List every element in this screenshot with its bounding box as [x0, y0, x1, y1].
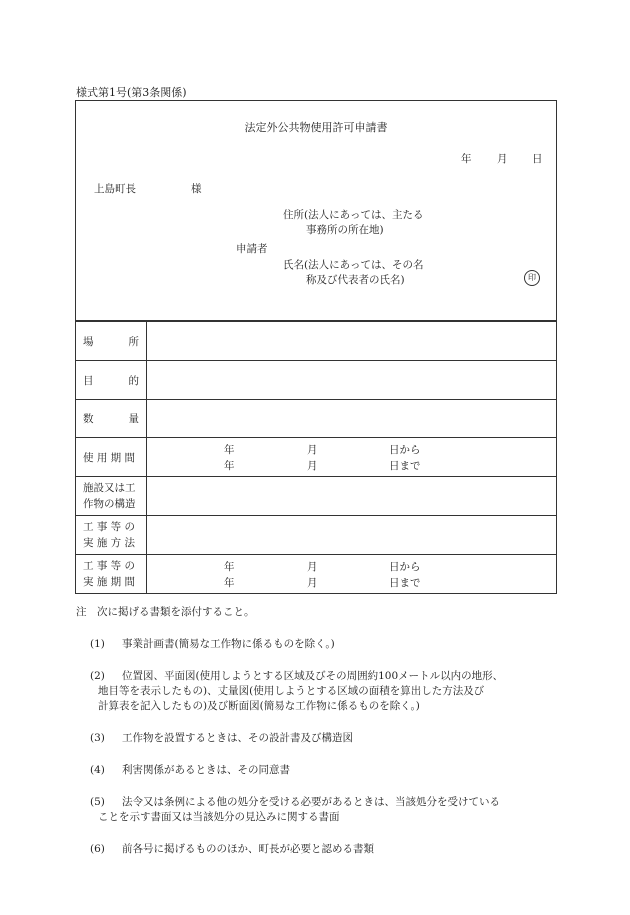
- addressee-honorific: 様: [191, 183, 202, 195]
- note-number: (1): [90, 638, 105, 650]
- place-field[interactable]: [147, 322, 557, 361]
- date-day: 日: [532, 153, 543, 165]
- note-text: 位置図、平面図(使用しようとする区域及びその周囲約100メートル以内の地形、: [122, 670, 504, 682]
- note-item: [76, 731, 556, 746]
- note-item: [76, 842, 556, 857]
- method-label: 工 事 等 の 実 施 方 法: [76, 516, 147, 555]
- application-header-box: [75, 100, 557, 321]
- row-structure: [76, 477, 557, 516]
- application-details-table: [75, 321, 557, 594]
- date-year: 年: [461, 153, 472, 165]
- row-method: [76, 516, 557, 555]
- note-text-continuation: 地目等を表示したもの)、丈量図(使用しようとする区域の面積を算出した方法及び: [98, 685, 485, 697]
- form-number-label: 様式第1号(第3条関係): [76, 86, 187, 99]
- note-item: [76, 637, 556, 652]
- note-text: 利害関係があるときは、その同意書: [122, 764, 290, 776]
- note-item: [76, 669, 556, 714]
- seal-mark: 印: [524, 270, 540, 286]
- note-number: (6): [90, 843, 105, 855]
- quantity-field[interactable]: [147, 400, 557, 438]
- note-item: [76, 795, 556, 825]
- structure-label: 施設又は工 作物の構造: [76, 477, 147, 516]
- purpose-field[interactable]: [147, 361, 557, 400]
- note-item: [76, 763, 556, 778]
- use-period-field[interactable]: 年 月 日から 年 月 日まで: [147, 438, 557, 477]
- attachment-notes: [76, 604, 556, 874]
- note-number: (5): [90, 796, 105, 808]
- purpose-label: 目 的: [76, 361, 147, 400]
- place-label: 場 所: [76, 322, 147, 361]
- row-purpose: [76, 361, 557, 400]
- row-place: [76, 322, 557, 361]
- work-period-field[interactable]: 年 月 日から 年 月 日まで: [147, 555, 557, 594]
- notes-heading: 注 次に掲げる書類を添付すること。: [76, 606, 255, 618]
- note-number: (3): [90, 732, 105, 744]
- note-number: (4): [90, 764, 105, 776]
- work-period-label: 工 事 等 の 実 施 期 間: [76, 555, 147, 594]
- note-number: (2): [90, 670, 105, 682]
- note-text-continuation: ことを示す書面又は当該処分の見込みに関する書面: [98, 811, 340, 823]
- note-text: 前各号に掲げるもののほか、町長が必要と認める書類: [122, 843, 374, 855]
- note-text-continuation: 計算表を記入したもの)及び断面図(簡易な工作物に係るものを除く。): [98, 700, 420, 712]
- document-title: 法定外公共物使用許可申請書: [244, 121, 388, 134]
- applicant-name-label: 氏名(法人にあっては、その名: [283, 259, 424, 271]
- applicant-name-label-cont: 称及び代表者の氏名): [306, 274, 405, 286]
- row-use-period: [76, 438, 557, 477]
- quantity-label: 数 量: [76, 400, 147, 438]
- row-work-period: [76, 555, 557, 594]
- note-text: 事業計画書(簡易な工作物に係るものを除く。): [122, 638, 335, 650]
- applicant-address-label-cont: 事務所の所在地): [306, 224, 384, 236]
- structure-field[interactable]: [147, 477, 557, 516]
- notes-list: [76, 637, 556, 857]
- method-field[interactable]: [147, 516, 557, 555]
- note-text: 法令又は条例による他の処分を受ける必要があるときは、当該処分を受けている: [122, 796, 500, 808]
- note-text: 工作物を設置するときは、その設計書及び構造図: [122, 732, 353, 744]
- date-month: 月: [497, 153, 508, 165]
- applicant-address-label: 住所(法人にあっては、主たる: [283, 209, 424, 221]
- applicant-label: 申請者: [236, 243, 268, 255]
- use-period-label: 使 用 期 間: [76, 438, 147, 477]
- row-quantity: [76, 400, 557, 438]
- addressee-name: 上島町長: [94, 183, 136, 195]
